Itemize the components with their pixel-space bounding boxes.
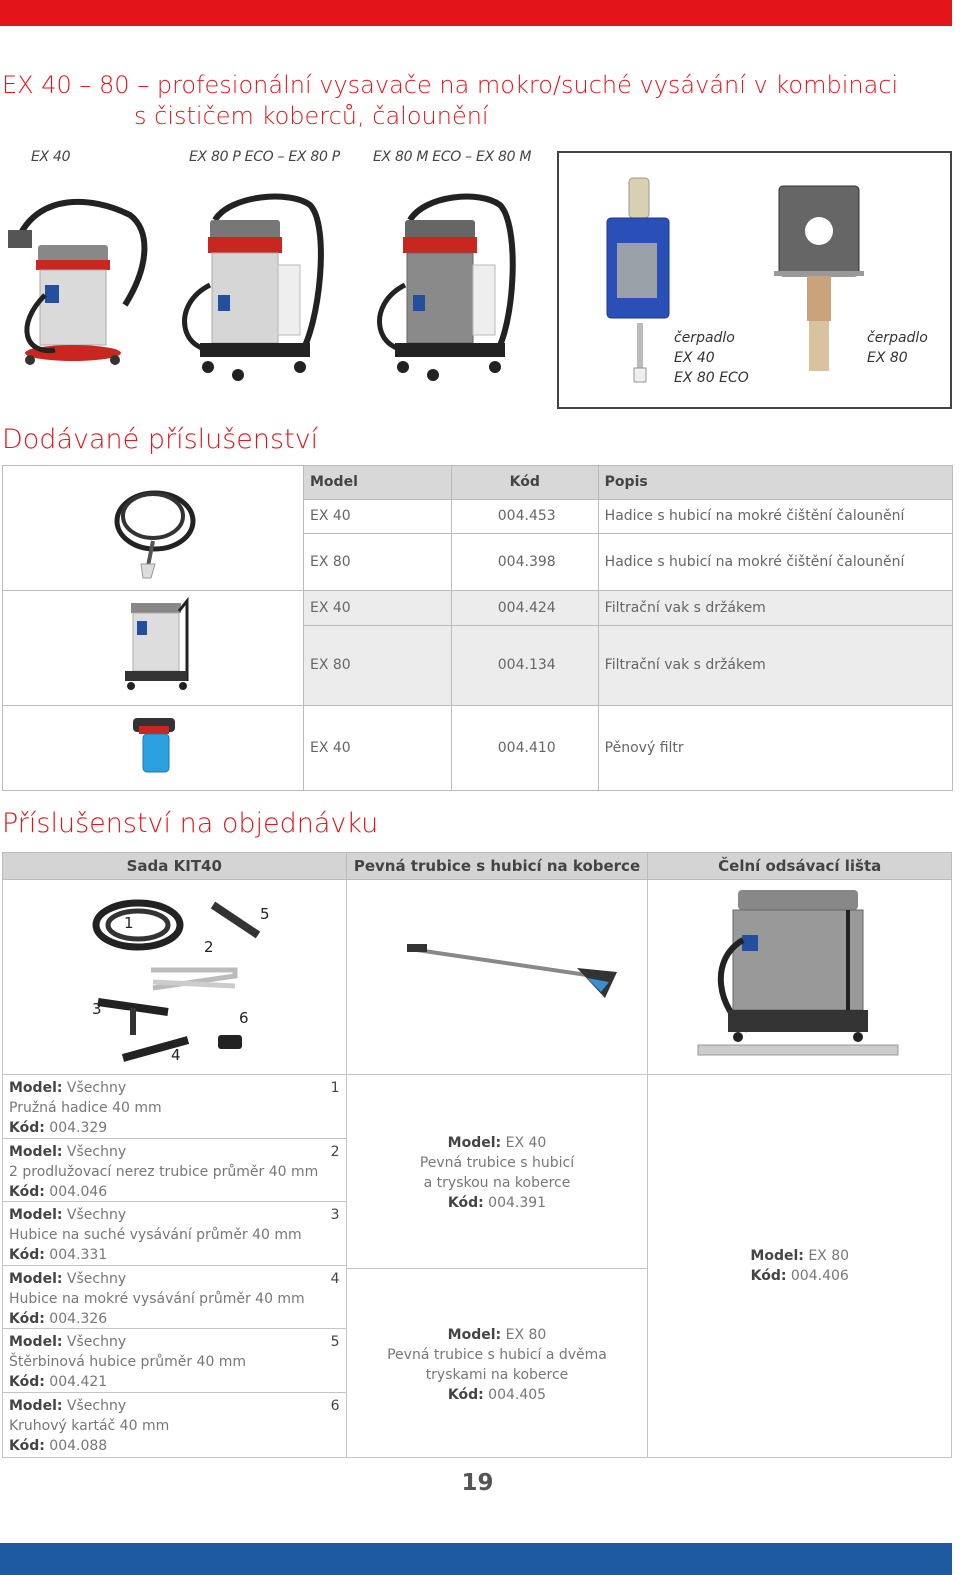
front-strip-item: Model: EX 80 Kód: 004.406	[750, 1248, 850, 1284]
table-row: EX 80 004.398 Hadice s hubicí na mokré čištění čalounění	[3, 533, 953, 590]
table-row: EX 40 004.453 Hadice s hubicí na mokré čištění čalounění	[3, 499, 953, 533]
hose-image-cell	[3, 466, 304, 591]
kit-num-5: 5	[260, 905, 270, 923]
kit-item-5: Model: Všechny Štěrbinová hubice průměr 40 mm Kód: 004.421 5	[3, 1329, 346, 1393]
kit40-image-cell	[3, 880, 347, 1075]
filter-bag-image	[3, 591, 303, 701]
col-kit40: Sada KIT40	[3, 853, 347, 880]
page-number: 19	[461, 1470, 494, 1496]
bottom-color-bar	[0, 1543, 952, 1575]
order-heading: Příslušenství na objednávku	[2, 808, 379, 839]
model-label-ex40: EX 40	[31, 149, 71, 165]
front-strip-image	[648, 880, 948, 1070]
kit-item-6: Model: Všechny Kruhový kartáč 40 mm Kód: 004.088 6	[9, 1397, 340, 1454]
vacuum-ex80m-image	[380, 197, 513, 381]
pump-caption-1: čerpadlo EX 40 EX 80 ECO	[674, 330, 749, 386]
pipe-items-cell	[346, 1075, 648, 1458]
kit-item-3: Model: Všechny Hubice na suché vysávání průměr 40 mm Kód: 004.331 3	[3, 1202, 346, 1266]
col-desc: Popis	[598, 466, 952, 500]
kit40-image	[3, 880, 343, 1070]
supplied-table	[2, 465, 953, 791]
table-row: EX 40 004.410 Pěnový filtr	[3, 706, 953, 791]
foam-filter-image	[3, 706, 303, 786]
pipe-item-ex40: Model: EX 40 Pevná trubice s hubicí a tryskou na koberce Kód: 004.391	[347, 1075, 648, 1269]
supplied-heading: Dodávané příslušenství	[2, 424, 319, 455]
model-label-ex80p: EX 80 P ECO – EX 80 P	[189, 149, 340, 165]
pipe-item-ex80: Model: EX 80 Pevná trubice s hubicí a dvěma tryskami na koberce Kód: 004.405	[387, 1327, 607, 1403]
model-label-ex80m: EX 80 M ECO – EX 80 M	[373, 149, 532, 165]
top-color-bar	[0, 0, 952, 26]
hose-image	[3, 466, 303, 586]
vacuum-ex80p-image	[185, 197, 321, 381]
col-rigid-pipe: Pevná trubice s hubicí na koberce	[346, 853, 648, 880]
kit-num-2: 2	[204, 938, 214, 956]
filter-bag-image-cell	[3, 591, 304, 706]
pipe-image-cell	[346, 880, 648, 1075]
vacuum-ex40-image	[8, 202, 144, 365]
kit-item-2: Model: Všechny 2 prodlužovací nerez trubice průměr 40 mm Kód: 004.046 2	[3, 1139, 346, 1203]
kit-num-6: 6	[239, 1009, 249, 1027]
title-line-1: EX 40 – 80 – profesionální vysavače na mokro/suché vysávání v kombinaci	[2, 71, 899, 99]
table-row: EX 40 004.424 Filtrační vak s držákem	[3, 591, 953, 626]
kit-num-3: 3	[92, 1000, 102, 1018]
col-model: Model	[304, 466, 452, 500]
table-row: EX 80 004.134 Filtrační vak s držákem	[3, 625, 953, 705]
page-title	[2, 70, 902, 132]
kit40-items-cell	[3, 1075, 347, 1458]
vacuum-illustrations	[0, 175, 555, 390]
pump-ex80-image	[769, 181, 869, 381]
foam-filter-image-cell	[3, 706, 304, 791]
front-strip-image-cell	[648, 880, 952, 1075]
col-code: Kód	[451, 466, 598, 500]
col-front-strip: Čelní odsávací lišta	[648, 853, 952, 880]
kit-num-1: 1	[124, 914, 134, 932]
title-line-2: s čističem koberců, čalounění	[134, 102, 489, 130]
kit-item-1: Model: Všechny Pružná hadice 40 mm Kód: 004.329 1	[3, 1075, 346, 1139]
kit-item-4: Model: Všechny Hubice na mokré vysávání průměr 40 mm Kód: 004.326 4	[3, 1266, 346, 1330]
rigid-pipe-image	[347, 880, 647, 1070]
pump-caption-2: čerpadlo EX 80	[867, 330, 928, 366]
pump-box	[557, 151, 952, 409]
front-strip-item-cell	[648, 1075, 952, 1458]
order-table	[2, 852, 952, 1458]
kit-num-4: 4	[171, 1046, 181, 1064]
